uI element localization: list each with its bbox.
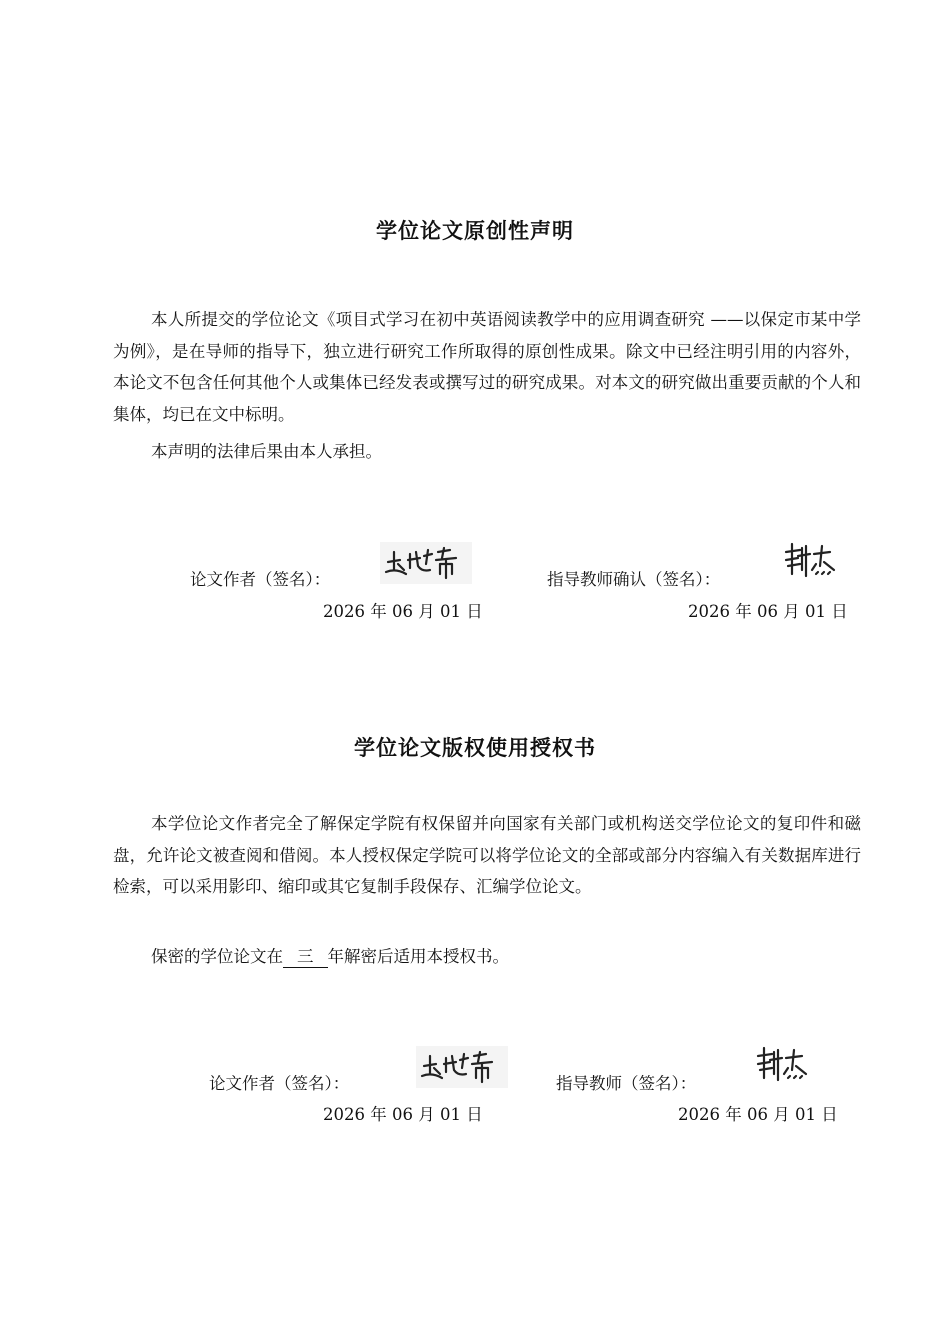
authorization-author-label: 论文作者（签名）： bbox=[209, 1074, 350, 1093]
secrecy-years: 三 bbox=[283, 947, 328, 968]
secrecy-prefix: 保密的学位论文在 bbox=[151, 947, 283, 966]
author-signature bbox=[380, 542, 472, 584]
authorization-title: 学位论文版权使用授权书 bbox=[354, 736, 596, 760]
secrecy-suffix: 年解密后适用本授权书。 bbox=[327, 947, 509, 966]
declaration-title: 学位论文原创性声明 bbox=[376, 219, 574, 243]
declaration-author-label: 论文作者（签名）： bbox=[190, 570, 331, 589]
advisor-signature-2 bbox=[754, 1044, 810, 1084]
declaration-advisor-label: 指导教师确认（签名）： bbox=[547, 570, 721, 589]
declaration-legal-statement: 本声明的法律后果由本人承担。 bbox=[151, 442, 382, 461]
authorization-advisor-date: 2026 年 06 月 01 日 bbox=[678, 1105, 838, 1124]
declaration-author-date: 2026 年 06 月 01 日 bbox=[323, 602, 483, 621]
declaration-advisor-date: 2026 年 06 月 01 日 bbox=[688, 602, 848, 621]
author-signature-2 bbox=[416, 1046, 508, 1088]
secrecy-statement bbox=[151, 943, 509, 968]
declaration-paragraph: 本人所提交的学位论文《项目式学习在初中英语阅读教学中的应用调查研究 ——以保定市某中学为例》，是在导师的指导下，独立进行研究工作所取得的原创性成果。除文中已经注明引用的内容外，本论文不包含任何其他个人或集体已经发表或撰写过的研究成果。对本文的研究做出重要贡献的个人和集体，均已在文中标明。 bbox=[113, 310, 861, 424]
authorization-author-date: 2026 年 06 月 01 日 bbox=[323, 1105, 483, 1124]
advisor-signature bbox=[782, 540, 838, 580]
authorization-advisor-label: 指导教师（签名）： bbox=[556, 1074, 697, 1093]
authorization-paragraph: 本学位论文作者完全了解保定学院有权保留并向国家有关部门或机构送交学位论文的复印件和磁盘，允许论文被查阅和借阅。本人授权保定学院可以将学位论文的全部或部分内容编入有关数据库进行检索，可以采用影印、缩印或其它复制手段保存、汇编学位论文。 bbox=[113, 814, 861, 896]
